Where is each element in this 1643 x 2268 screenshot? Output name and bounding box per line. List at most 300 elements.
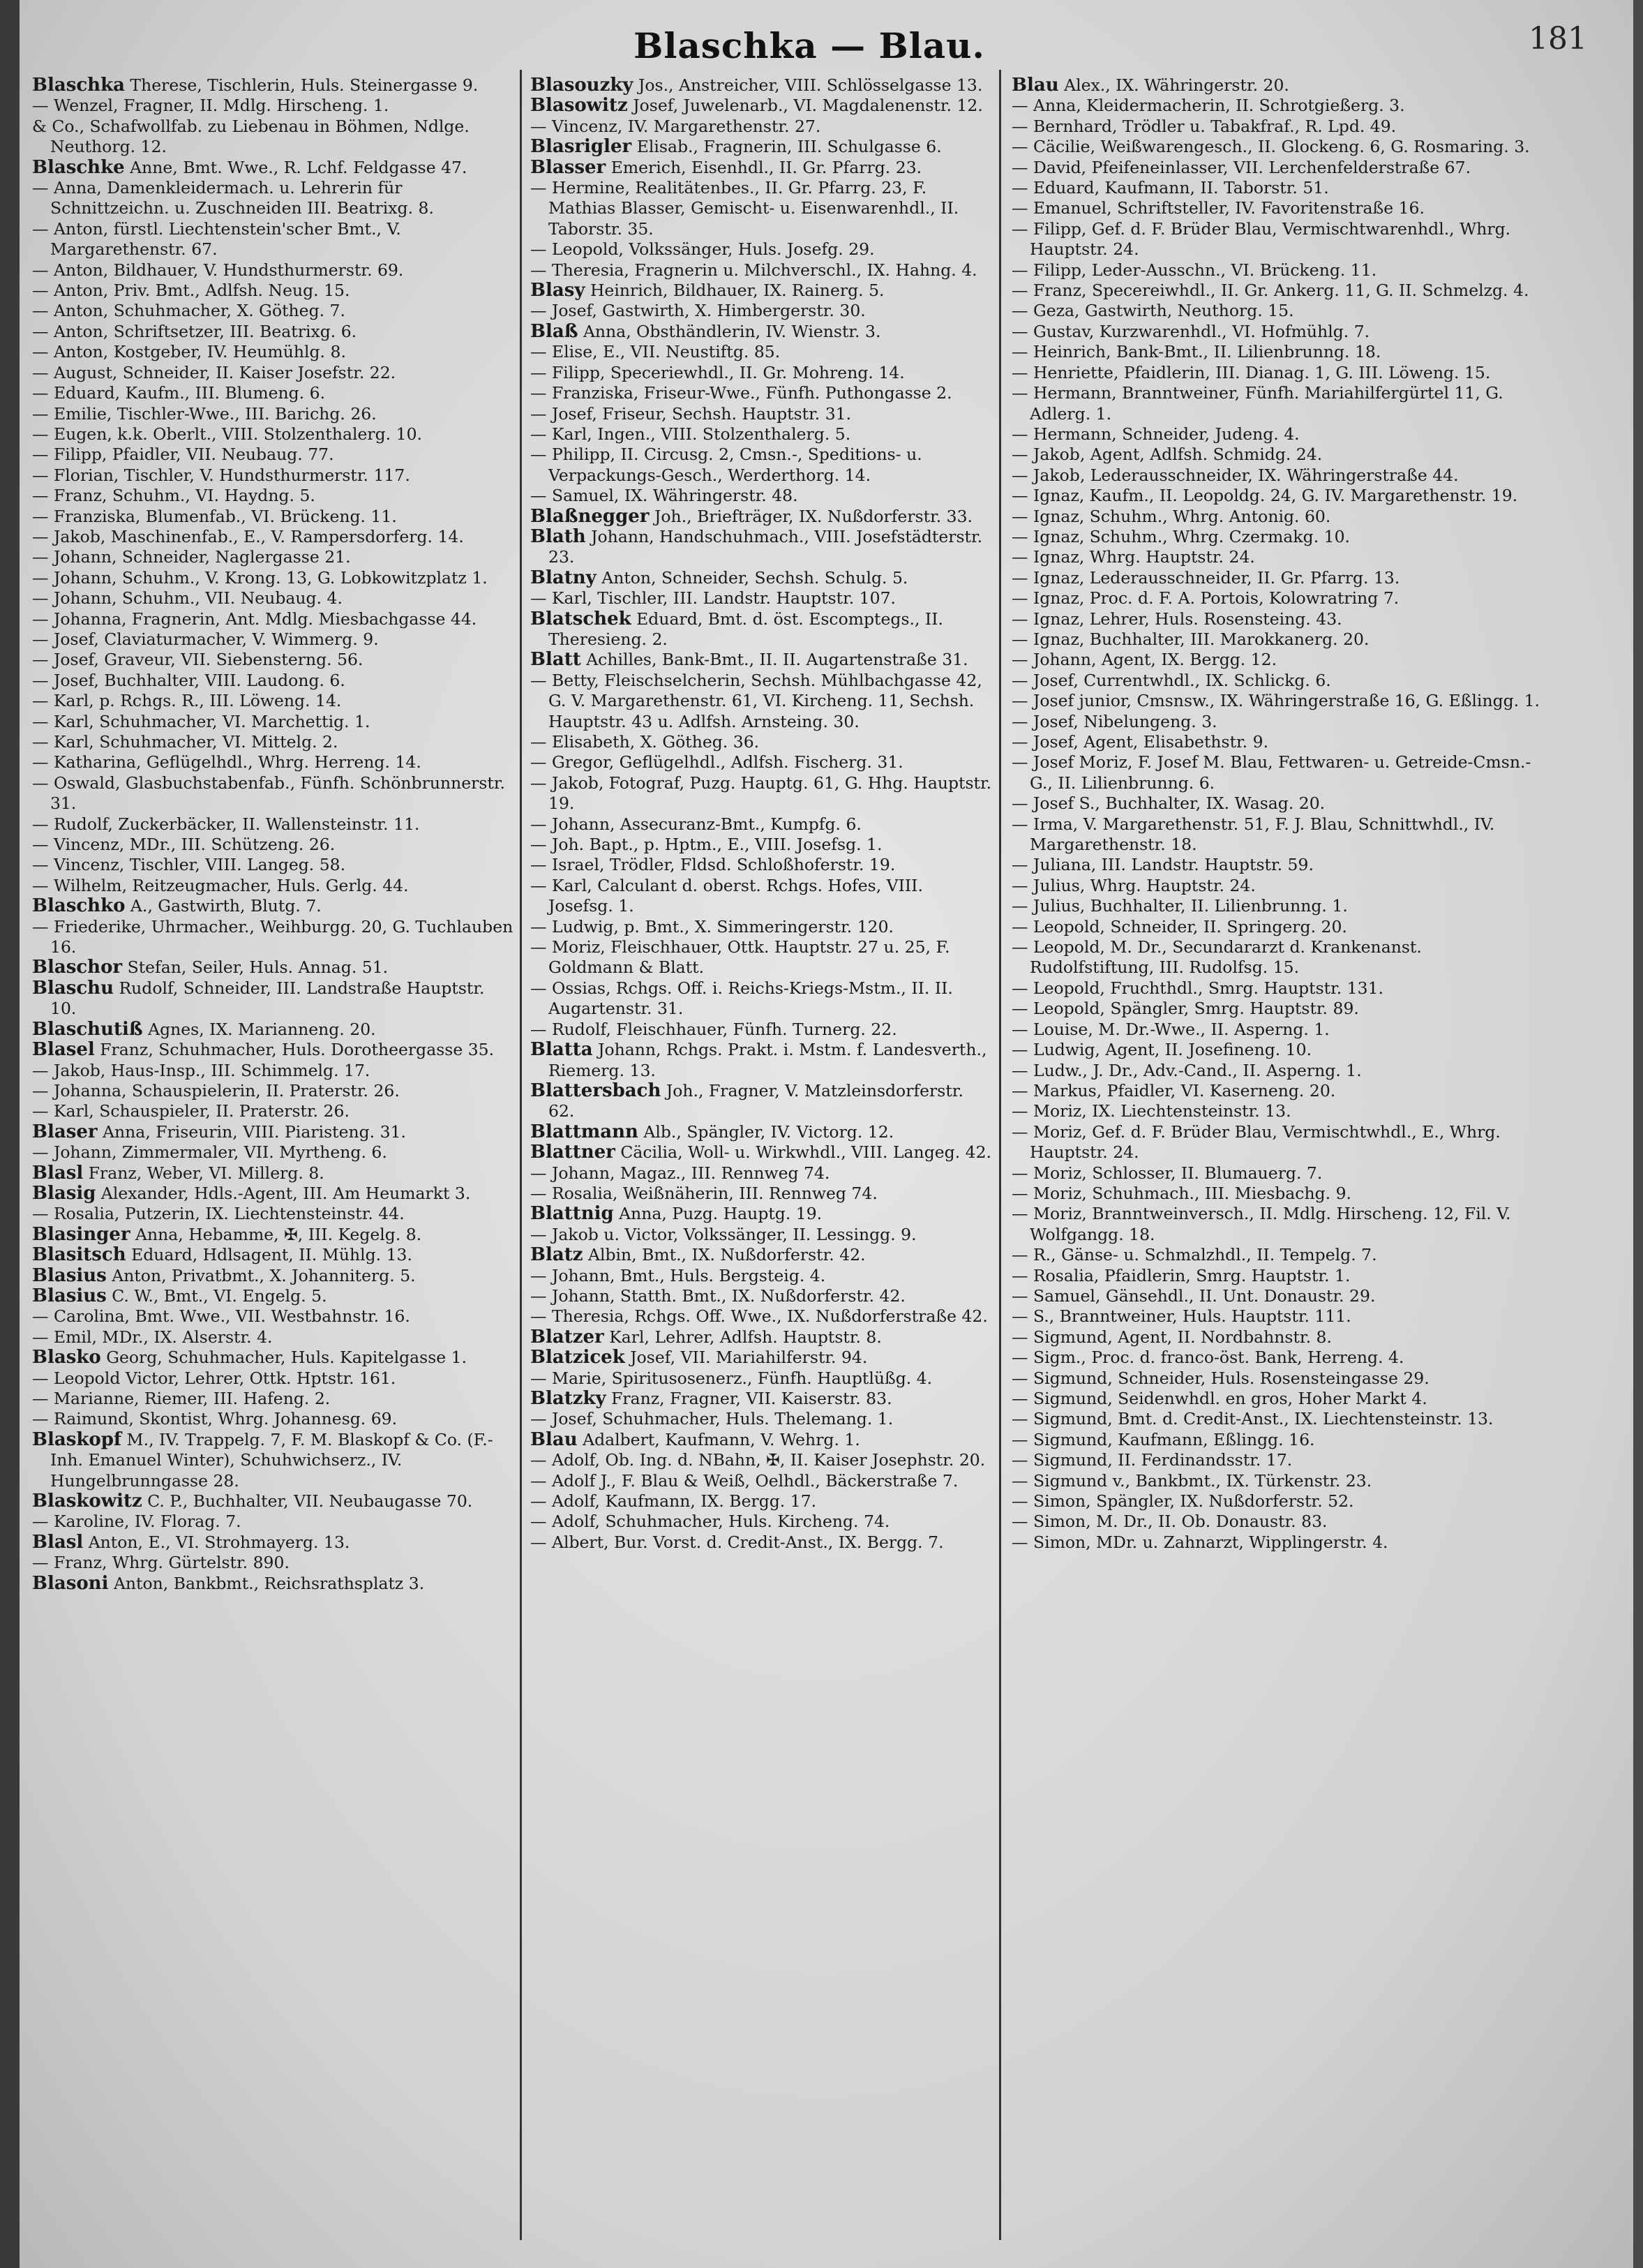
entry-surname: Blattmann [530,1121,638,1142]
entry-text: — Filipp, Pfaidler, VII. Neubaug. 77. [32,445,334,465]
entry-text: — Josef, Claviaturmacher, V. Wimmerg. 9. [32,629,379,649]
entry-text: — Sigmund, Seidenwhdl. en gros, Hoher Markt 4. [1012,1389,1427,1408]
entry-text: — Leopold, Fruchthdl., Smrg. Hauptstr. 131. [1012,978,1383,998]
entry-surname: Blaschke [32,156,125,178]
entry-text: — Josef, Agent, Elisabethstr. 9. [1012,732,1269,752]
entry-text: Anna, Hebamme, ✠, III. Kegelg. 8. [135,1224,422,1244]
entry-text: — Leopold, Spängler, Smrg. Hauptstr. 89. [1012,999,1359,1019]
directory-entry [530,137,992,157]
entry-text: — Filipp, Leder-Ausschn., VI. Brückeng. 11. [1012,260,1377,280]
entry-text: — Emanuel, Schriftsteller, IV. Favoritenstraße 16. [1012,198,1425,218]
entry-text: — Josef, Nibelungeng. 3. [1012,711,1217,731]
entry-text: — Ignaz, Proc. d. F. A. Portois, Kolowratring 7. [1012,588,1400,609]
entry-text: — Johann, Statth. Bmt., IX. Nußdorferstr. 42. [530,1285,906,1306]
entry-text: — Ignaz, Lehrer, Huls. Rosensteing. 43. [1012,609,1342,629]
entry-text: — Heinrich, Bank-Bmt., II. Lilienbrunng. 18. [1012,342,1381,362]
entry-surname: Blaschor [32,957,123,978]
entry-text: — Wenzel, Fragner, II. Mdlg. Hirscheng. 1. [32,96,389,116]
entry-text: — Markus, Pfaidler, VI. Kaserneng. 20. [1012,1080,1336,1101]
directory-entry [530,342,992,362]
entry-text: — Franziska, Blumenfab., VI. Brückeng. 11. [32,506,397,526]
directory-entry [530,752,992,773]
directory-entry [530,671,992,732]
entry-surname: Blaschko [32,895,126,917]
entry-text: — Johann, Zimmermaler, VII. Myrtheng. 6. [32,1142,387,1163]
entry-text: — Leopold, Schneider, II. Springerg. 20. [1012,916,1347,937]
entry-text: — Louise, M. Dr.-Wwe., II. Asperng. 1. [1012,1019,1330,1039]
directory-entry [530,486,992,506]
directory-entry [1012,1491,1542,1512]
entry-text: — Ignaz, Schuhm., Whrg. Czermakg. 10. [1012,526,1351,546]
entry-text: — Samuel, IX. Währingerstr. 48. [530,486,798,506]
entry-text: — Henriette, Pfaidlerin, III. Dianag. 1, G. III. Löweng. 15. [1012,362,1491,382]
entry-text: — Cäcilie, Weißwarengesch., II. Glockeng. 6, G. Rosmaring. 3. [1012,137,1530,157]
entry-text: — David, Pfeifeneinlasser, VII. Lerchenfelderstraße 67. [1012,157,1471,177]
directory-entry [530,1184,992,1204]
entry-text: Josef, Juwelenarb., VI. Magdalenenstr. 12. [633,96,983,116]
entry-text: — Johann, Assecuranz-Bmt., Kumpfg. 6. [530,814,862,834]
directory-entry [1012,712,1542,732]
directory-entry [1012,1430,1542,1450]
entry-surname: Blatzer [530,1326,604,1348]
directory-entry [1012,424,1542,445]
entry-text: — Josef, Buchhalter, VIII. Laudong. 6. [32,670,345,690]
directory-entry [530,1532,992,1553]
entry-text: Franz, Fragner, VII. Kaiserstr. 83. [611,1389,892,1408]
entry-surname: Blaß [530,320,578,342]
directory-entry [1012,507,1542,527]
directory-entry [1012,301,1542,321]
directory-entry [530,1122,992,1142]
entry-surname: Blatzicek [530,1347,625,1368]
entry-text: — Ignaz, Lederausschneider, II. Gr. Pfarrg. 13. [1012,567,1400,588]
entry-text: — Anton, fürstl. Liechtenstein'scher Bmt., V. Margarethenstr. 67. [32,218,401,260]
directory-entry [32,301,513,321]
directory-entry [32,650,513,670]
entry-text: — Wilhelm, Reitzeugmacher, Huls. Gerlg. 44. [32,875,409,895]
entry-text: — Josef, Currentwhdl., IX. Schlickg. 6. [1012,670,1331,690]
entry-text: — Irma, V. Margarethenstr. 51, F. J. Blau, Schnittwhdl., IV. Margarethenstr. 18. [1012,814,1495,855]
entry-text: — Simon, M. Dr., II. Ob. Donaustr. 83. [1012,1512,1328,1532]
directory-entry [530,404,992,424]
entry-text: — Ludw., J. Dr., Adv.-Cand., II. Asperng. 1. [1012,1060,1362,1080]
directory-entry [1012,1368,1542,1389]
entry-text: Georg, Schuhmacher, Huls. Kapitelgasse 1. [106,1348,467,1368]
directory-entry [530,1204,992,1224]
entry-text: Joh., Fragner, V. Matzleinsdorferstr. 62. [548,1080,963,1121]
entry-text: — Joh. Bapt., p. Hptm., E., VIII. Josefsg. 1. [530,835,883,855]
directory-entry [1012,1409,1542,1429]
entry-text: — Sigmund, Kaufmann, Eßlingg. 16. [1012,1429,1315,1449]
directory-entry [1012,1306,1542,1327]
directory-entry [530,937,992,978]
directory-entry [530,1491,992,1512]
entry-text: — Sigmund, Agent, II. Nordbahnstr. 8. [1012,1327,1332,1347]
directory-entry [1012,219,1542,260]
entry-text: — Josef, Gastwirth, X. Himbergerstr. 30. [530,301,866,321]
entry-text: — Leopold, M. Dr., Secundararzt d. Krankenanst. Rudolfstiftung, III. Rudolfsg. 15. [1012,937,1422,978]
entry-text: — Ludwig, p. Bmt., X. Simmeringerstr. 120. [530,916,894,937]
entry-text: Johann, Handschuhmach., VIII. Josefstädterstr. 23. [548,526,983,567]
directory-entry [32,1020,513,1040]
directory-entry [530,239,992,260]
directory-entry [530,158,992,178]
directory-entry [1012,1081,1542,1101]
directory-entry [32,178,513,219]
entry-text: — Elise, E., VII. Neustiftg. 85. [530,342,781,362]
entry-text: — Jakob, Agent, Adlfsh. Schmidg. 24. [1012,445,1323,465]
entry-text: Karl, Lehrer, Adlfsh. Hauptstr. 8. [609,1327,882,1347]
directory-entry [32,691,513,711]
entry-text: — Moriz, Fleischhauer, Ottk. Hauptstr. 27 u. 25, F. Goldmann & Blatt. [530,937,950,978]
directory-entry [32,629,513,650]
directory-entry [32,752,513,773]
entry-text: Rudolf, Schneider, III. Landstraße Hauptstr. 10. [50,978,485,1019]
entry-text: — Rosalia, Putzerin, IX. Liechtensteinstr. 44. [32,1204,405,1224]
directory-entry [530,855,992,875]
directory-entry [1012,732,1542,752]
directory-entry [530,445,992,486]
entry-text: — Rudolf, Fleischhauer, Fünfh. Turnerg. 22. [530,1019,897,1039]
entry-text: — Theresia, Fragnerin u. Milchverschl., IX. Hahng. 4. [530,260,977,280]
entry-text: — Jakob u. Victor, Volkssänger, II. Lessingg. 9. [530,1224,917,1244]
directory-entry [1012,609,1542,629]
directory-entry [32,773,513,814]
directory-entry [32,1368,513,1389]
entry-text: — Karl, Tischler, III. Landstr. Hauptstr. 107. [530,588,896,609]
entry-text: — Carolina, Bmt. Wwe., VII. Westbahnstr. 16. [32,1306,410,1327]
entry-text: — Johann, Schneider, Naglergasse 21. [32,547,351,567]
entry-surname: Blaskowitz [32,1491,142,1512]
entry-text: Heinrich, Bildhauer, IX. Rainerg. 5. [590,281,885,301]
directory-entry [32,486,513,506]
directory-entry [32,1142,513,1163]
directory-entry [1012,1245,1542,1265]
directory-entry [32,1163,513,1184]
entry-text: — Philipp, II. Circusg. 2, Cmsn.-, Speditions- u. Verpackungs-Gesch., Werderthorg. 14. [530,445,922,485]
directory-entry [32,1389,513,1409]
entry-text: — Josef S., Buchhalter, IX. Wasag. 20. [1012,793,1326,814]
entry-surname: Blasl [32,1162,84,1184]
directory-entry [1012,342,1542,362]
entry-text: — Marianne, Riemer, III. Hafeng. 2. [32,1389,331,1408]
entry-surname: Blaschu [32,977,114,999]
directory-entry [32,75,513,96]
entry-text: — Katharina, Geflügelhdl., Whrg. Herreng. 14. [32,752,421,773]
entry-surname: Blasser [530,156,606,178]
directory-entry [32,1184,513,1204]
directory-entry [1012,588,1542,609]
directory-entry [32,568,513,588]
entry-surname: Blasinger [32,1223,130,1245]
directory-entry [1012,1327,1542,1348]
page-edge-right [1633,0,1643,2268]
entry-surname: Blau [530,1428,578,1450]
entry-text: — Josef Moriz, F. Josef M. Blau, Fettwaren- u. Getreide-Cmsn.-G., II. Lilienbrunng. 6. [1012,752,1531,793]
directory-entry [32,1122,513,1142]
directory-entry [1012,1266,1542,1286]
entry-surname: Blatschek [530,608,631,629]
directory-entry [32,219,513,260]
entry-text: — Jakob, Fotograf, Puzg. Hauptg. 61, G. Hhg. Hauptstr. 19. [530,773,992,814]
entry-text: Anton, Privatbmt., X. Johanniterg. 5. [112,1265,416,1285]
entry-surname: Blasel [32,1039,95,1061]
entry-text: — Karl, Schauspieler, II. Praterstr. 26. [32,1101,350,1121]
directory-entry [1012,629,1542,650]
entry-text: — Hermann, Schneider, Judeng. 4. [1012,424,1300,444]
directory-entry [32,1306,513,1327]
directory-entry [32,363,513,383]
entry-text: Alb., Spängler, IV. Victorg. 12. [643,1121,894,1142]
directory-entry [32,1204,513,1224]
directory-entry [1012,1101,1542,1121]
directory-entry [32,835,513,855]
entry-surname: Blasouzky [530,75,633,96]
directory-entry [32,1225,513,1245]
directory-entry [530,1306,992,1327]
directory-entry [1012,383,1542,424]
directory-entry [32,117,513,158]
directory-entry [530,814,992,835]
directory-entry [530,424,992,445]
entry-text: — Adolf, Schuhmacher, Huls. Kircheng. 74. [530,1512,890,1532]
entry-surname: Blaser [32,1121,98,1142]
directory-entry [530,117,992,137]
entry-text: — Rudolf, Zuckerbäcker, II. Wallensteinstr. 11. [32,814,420,834]
directory-entry [1012,1163,1542,1184]
directory-entry [1012,793,1542,814]
entry-text: — Anton, Schriftsetzer, III. Beatrixg. 6. [32,321,357,341]
directory-entry [1012,178,1542,198]
directory-entry [1012,917,1542,937]
directory-entry [530,876,992,917]
entry-text: — Moriz, Schuhmach., III. Miesbachg. 9. [1012,1183,1352,1203]
entry-text: — Julius, Whrg. Hauptstr. 24. [1012,875,1256,895]
directory-entry [1012,1204,1542,1245]
entry-text: — Johann, Schuhm., V. Krong. 13, G. Lobkowitzplatz 1. [32,567,488,588]
entry-text: Agnes, IX. Marianneng. 20. [148,1019,376,1039]
entry-text: — Josef, Schuhmacher, Huls. Thelemang. 1. [530,1409,894,1429]
entry-text: — Moriz, Schlosser, II. Blumauerg. 7. [1012,1163,1323,1183]
entry-surname: Blasrigler [530,136,632,158]
entry-text: Jos., Anstreicher, VIII. Schlösselgasse 13. [638,75,983,95]
directory-entry [530,1368,992,1389]
entry-text: Alex., IX. Währingerstr. 20. [1064,75,1289,95]
directory-entry [32,1286,513,1306]
directory-entry [32,1101,513,1121]
directory-entry [1012,158,1542,178]
directory-entry [530,281,992,301]
entry-text: — Friederike, Uhrmacher., Weihburgg. 20, G. Tuchlauben 16. [32,916,513,957]
entry-text: — Josef, Graveur, VII. Siebensterng. 56. [32,650,363,670]
directory-entry [32,281,513,301]
entry-text: — Ignaz, Schuhm., Whrg. Antonig. 60. [1012,506,1331,526]
directory-entry [32,1409,513,1429]
directory-entry [1012,937,1542,978]
entry-text: C. W., Bmt., VI. Engelg. 5. [112,1285,327,1306]
directory-entry [32,1061,513,1081]
entry-text: — Bernhard, Trödler u. Tabakfraf., R. Lpd. 49. [1012,116,1397,136]
directory-entry [1012,1061,1542,1081]
entry-text: — Adolf, Ob. Ing. d. NBahn, ✠, II. Kaiser Josephstr. 20. [530,1450,986,1470]
entry-text: — Jakob, Haus-Insp., III. Schimmelg. 17. [32,1060,370,1080]
entry-text: — Johann, Agent, IX. Bergg. 12. [1012,650,1277,670]
entry-surname: Blasl [32,1531,84,1553]
directory-entry [1012,876,1542,896]
entry-text: — August, Schneider, II. Kaiser Josefstr. 22. [32,362,396,382]
entry-text: Josef, VII. Mariahilferstr. 94. [630,1348,868,1368]
entry-text: Emerich, Eisenhdl., II. Gr. Pfarrg. 23. [610,157,922,177]
directory-entry [1012,999,1542,1019]
directory-entry [1012,1471,1542,1491]
directory-entry [530,1040,992,1081]
directory-entry [1012,568,1542,588]
column-divider-2 [999,70,1001,2240]
directory-entry [1012,671,1542,691]
directory-entry [32,445,513,465]
entry-text: Johann, Rchgs. Prakt. i. Mstm. f. Landesverth., Riemerg. 13. [548,1040,987,1080]
entry-text: — Karl, p. Rchgs. R., III. Löweng. 14. [32,691,342,711]
directory-entry [530,383,992,403]
entry-text: Anton, Schneider, Sechsh. Schulg. 5. [601,567,908,588]
entry-surname: Blatta [530,1039,593,1061]
entry-surname: Blatny [530,567,597,588]
directory-entry [530,588,992,609]
directory-entry [1012,75,1542,96]
entry-text: — Ignaz, Buchhalter, III. Marokkanerg. 20. [1012,629,1370,649]
directory-entry [32,527,513,547]
directory-entry [32,855,513,875]
entry-text: — Jakob, Lederausschneider, IX. Währingerstraße 44. [1012,465,1459,485]
directory-entry [1012,322,1542,342]
entry-text: — Emil, MDr., IX. Alserstr. 4. [32,1327,273,1347]
directory-entry [1012,1450,1542,1470]
entry-text: Achilles, Bank-Bmt., II. II. Augartenstraße 31. [586,650,968,670]
entry-surname: Blattnig [530,1203,614,1225]
directory-entry [32,1266,513,1286]
directory-entry [1012,650,1542,670]
entry-text: — Ludwig, Agent, II. Josefineng. 10. [1012,1040,1312,1060]
entry-surname: Blasowitz [530,95,628,117]
directory-entry [32,1081,513,1101]
directory-entry [530,1245,992,1265]
entry-text: — Adolf, Kaufmann, IX. Bergg. 17. [530,1491,817,1512]
directory-entry [530,178,992,239]
entry-text: — Moriz, IX. Liechtensteinstr. 13. [1012,1101,1291,1121]
entry-surname: Blatz [530,1244,583,1266]
directory-entry [530,978,992,1020]
entry-text: — Ignaz, Kaufm., II. Leopoldg. 24, G. IV. Margarethenstr. 19. [1012,486,1518,506]
directory-entry [1012,1512,1542,1532]
directory-entry [530,1286,992,1306]
entry-text: — Sigmund, Schneider, Huls. Rosensteingasse 29. [1012,1368,1430,1388]
directory-entry [1012,137,1542,157]
directory-entry [32,1553,513,1573]
entry-text: — Johanna, Fragnerin, Ant. Mdlg. Miesbachgasse 44. [32,609,477,629]
entry-surname: Blatzky [530,1388,606,1409]
page-header [0,21,1643,70]
directory-entry [530,1430,992,1450]
entry-text: — Filipp, Gef. d. F. Brüder Blau, Vermischtwarenhdl., Whrg. Hauptstr. 24. [1012,218,1511,260]
entry-surname: Blatt [530,649,581,671]
entry-text: — Karl, Schuhmacher, VI. Mittelg. 2. [32,732,338,752]
directory-entry [32,547,513,567]
entry-text: Anne, Bmt. Wwe., R. Lchf. Feldgasse 47. [130,157,467,177]
directory-entry [1012,260,1542,281]
directory-entry [530,1409,992,1429]
entry-text: Franz, Schuhmacher, Huls. Dorotheergasse 35. [100,1040,495,1060]
directory-entry [32,896,513,916]
entry-text: — Rosalia, Pfaidlerin, Smrg. Hauptstr. 1. [1012,1265,1351,1285]
directory-entry [1012,117,1542,137]
entry-text: Cäcilia, Woll- u. Wirkwhdl., VIII. Langeg. 42. [620,1142,992,1163]
entry-text: Adalbert, Kaufmann, V. Wehrg. 1. [583,1429,860,1449]
directory-entry [1012,896,1542,916]
entry-text: — Anna, Kleidermacherin, II. Schrotgießerg. 3. [1012,96,1405,116]
directory-entry [530,301,992,321]
entry-text: Elisab., Fragnerin, III. Schulgasse 6. [636,137,942,157]
directory-entry [1012,527,1542,547]
entry-text: Anton, Bankbmt., Reichsrathsplatz 3. [113,1573,425,1593]
entry-text: — Julius, Buchhalter, II. Lilienbrunng. 1. [1012,896,1348,916]
directory-entry [32,424,513,445]
entry-text: — Rosalia, Weißnäherin, III. Rennweg 74. [530,1183,878,1203]
entry-text: — Betty, Fleischselcherin, Sechsh. Mühlbachgasse 42, G. V. Margarethenstr. 61, VI. Kircheng. 11, Sechsh. Hauptstr. 43 u. Adlfsh. Arnsteing. 30. [530,670,982,731]
entry-text: — Vincenz, IV. Margarethenstr. 27. [530,116,821,136]
directory-entry [32,465,513,486]
directory-entry [32,1040,513,1060]
entry-surname: Blaßnegger [530,505,650,527]
entry-text: — R., Gänse- u. Schmalzhdl., II. Tempelg. 7. [1012,1245,1377,1265]
directory-entry [1012,752,1542,793]
entry-text: & Co., Schafwollfab. zu Liebenau in Böhmen, Ndlge. Neuthorg. 12. [32,116,470,157]
entry-text: Joh., Briefträger, IX. Nußdorferstr. 33. [654,506,973,526]
directory-entry [32,1430,513,1491]
directory-entry [32,609,513,629]
entry-text: — Leopold, Volkssänger, Huls. Josefg. 29. [530,239,875,260]
directory-entry [32,978,513,1020]
directory-entry [1012,363,1542,383]
directory-entry [530,917,992,937]
entry-text: Anna, Puzg. Hauptg. 19. [619,1204,823,1224]
directory-entry [32,814,513,835]
directory-entry [1012,1184,1542,1204]
directory-entry [530,609,992,650]
directory-entry [530,1081,992,1122]
column-2 [530,75,992,2246]
entry-surname: Blasoni [32,1572,109,1594]
directory-entry [530,363,992,383]
directory-entry [32,957,513,978]
directory-entry [530,1471,992,1491]
directory-entry [32,1348,513,1368]
entry-text: — Samuel, Gänsehdl., II. Unt. Donaustr. 29. [1012,1285,1376,1306]
entry-surname: Blasius [32,1264,107,1286]
entry-text: — Moriz, Gef. d. F. Brüder Blau, Vermischtwhdl., E., Whrg. Hauptstr. 24. [1012,1121,1501,1163]
directory-entry [32,1574,513,1594]
entry-text: — S., Branntweiner, Huls. Hauptstr. 111. [1012,1306,1351,1327]
entry-surname: Blau [1012,75,1059,96]
entry-text: — Hermine, Realitätenbes., II. Gr. Pfarrg. 23, F. Mathias Blasser, Gemischt- u. Eisenwarenhdl., II. Taborstr. 35. [530,178,959,239]
entry-text: — Florian, Tischler, V. Hundsthurmerstr. 117. [32,465,410,485]
entry-text: — Emilie, Tischler-Wwe., III. Barichg. 26. [32,403,377,424]
directory-entry [32,917,513,958]
entry-text: — Vincenz, MDr., III. Schützeng. 26. [32,835,336,855]
directory-entry [530,1389,992,1409]
entry-text: — Hermann, Branntweiner, Fünfh. Mariahilfergürtel 11, G. Adlerg. 1. [1012,383,1503,424]
directory-entry [1012,198,1542,218]
entry-surname: Blasitsch [32,1244,126,1266]
